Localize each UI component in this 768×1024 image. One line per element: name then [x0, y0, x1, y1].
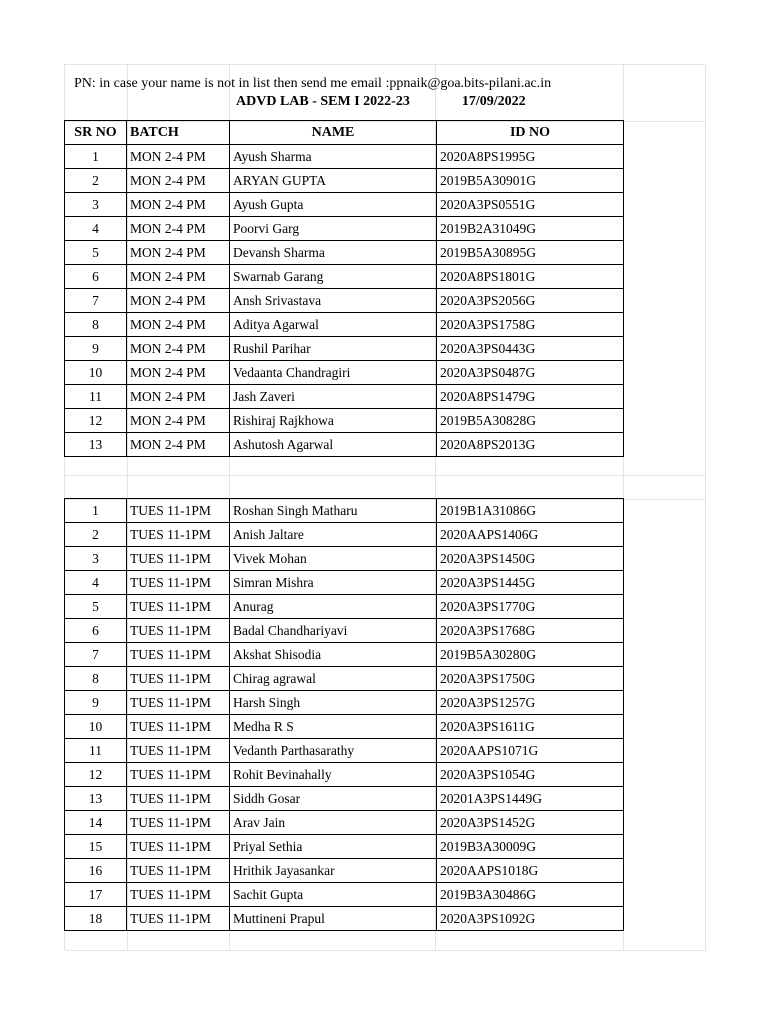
- table-row: [65, 643, 624, 667]
- id-no-cell: 2020A3PS1758G: [437, 313, 624, 337]
- sr-no-cell: 8: [65, 667, 127, 691]
- id-no-cell: 2020A8PS1995G: [437, 145, 624, 169]
- batch-cell: MON 2-4 PM: [127, 241, 230, 265]
- name-cell: Rushil Parihar: [230, 337, 437, 361]
- sr-no-cell: 13: [65, 433, 127, 457]
- batch-cell: TUES 11-1PM: [127, 787, 230, 811]
- name-cell: Ayush Gupta: [230, 193, 437, 217]
- id-no-cell: 2020A8PS1801G: [437, 265, 624, 289]
- id-no-cell: 2019B5A30828G: [437, 409, 624, 433]
- batch-cell: MON 2-4 PM: [127, 265, 230, 289]
- name-cell: Badal Chandhariyavi: [230, 619, 437, 643]
- sr-no-cell: 12: [65, 409, 127, 433]
- batch-cell: MON 2-4 PM: [127, 385, 230, 409]
- sr-no-cell: 8: [65, 313, 127, 337]
- sr-no-cell: 9: [65, 691, 127, 715]
- name-cell: Medha R S: [230, 715, 437, 739]
- table-row: [65, 883, 624, 907]
- sr-no-cell: 1: [65, 145, 127, 169]
- sr-no-cell: 13: [65, 787, 127, 811]
- sr-no-cell: 14: [65, 811, 127, 835]
- batch-cell: TUES 11-1PM: [127, 619, 230, 643]
- table-row: [65, 289, 624, 313]
- table-row: [65, 739, 624, 763]
- sr-no-cell: 15: [65, 835, 127, 859]
- table-row: [65, 385, 624, 409]
- name-cell: Arav Jain: [230, 811, 437, 835]
- name-cell: Sachit Gupta: [230, 883, 437, 907]
- id-no-cell: 2020AAPS1406G: [437, 523, 624, 547]
- name-cell: Muttineni Prapul: [230, 907, 437, 931]
- id-no-cell: 2019B3A30009G: [437, 835, 624, 859]
- table-row: [65, 193, 624, 217]
- name-cell: Siddh Gosar: [230, 787, 437, 811]
- table-row: [65, 667, 624, 691]
- id-no-cell: 2020A3PS0487G: [437, 361, 624, 385]
- batch-cell: TUES 11-1PM: [127, 739, 230, 763]
- id-no-cell: 2020A8PS1479G: [437, 385, 624, 409]
- id-no-cell: 2019B2A31049G: [437, 217, 624, 241]
- sr-no-cell: 4: [65, 571, 127, 595]
- id-no-cell: 2020A3PS1450G: [437, 547, 624, 571]
- batch-cell: TUES 11-1PM: [127, 523, 230, 547]
- sr-no-cell: 6: [65, 619, 127, 643]
- id-no-cell: 2019B1A31086G: [437, 499, 624, 523]
- table-row: [65, 811, 624, 835]
- table-row: [65, 859, 624, 883]
- id-no-cell: 20201A3PS1449G: [437, 787, 624, 811]
- id-no-cell: 2020A3PS1768G: [437, 619, 624, 643]
- table-row: [65, 265, 624, 289]
- batch-cell: TUES 11-1PM: [127, 499, 230, 523]
- name-cell: Chirag agrawal: [230, 667, 437, 691]
- name-cell: Jash Zaveri: [230, 385, 437, 409]
- batch-cell: MON 2-4 PM: [127, 289, 230, 313]
- sr-no-cell: 11: [65, 739, 127, 763]
- id-no-cell: 2020A3PS1257G: [437, 691, 624, 715]
- sr-no-cell: 11: [65, 385, 127, 409]
- table-row: [65, 499, 624, 523]
- id-no-cell: 2020A3PS1092G: [437, 907, 624, 931]
- table-row: [65, 691, 624, 715]
- table-row: [65, 619, 624, 643]
- id-no-cell: 2020A3PS1452G: [437, 811, 624, 835]
- name-cell: Anurag: [230, 595, 437, 619]
- sr-no-cell: 12: [65, 763, 127, 787]
- name-cell: Ayush Sharma: [230, 145, 437, 169]
- table-row: [65, 763, 624, 787]
- name-cell: Simran Mishra: [230, 571, 437, 595]
- table-row: [65, 571, 624, 595]
- name-cell: Rohit Bevinahally: [230, 763, 437, 787]
- batch-cell: MON 2-4 PM: [127, 313, 230, 337]
- sr-no-cell: 3: [65, 193, 127, 217]
- sr-no-cell: 2: [65, 169, 127, 193]
- table-row: [65, 409, 624, 433]
- col-header-sr-no: SR NO: [65, 121, 127, 145]
- gridline: [705, 65, 706, 951]
- col-header-batch: BATCH: [127, 121, 230, 145]
- name-cell: Swarnab Garang: [230, 265, 437, 289]
- sr-no-cell: 10: [65, 361, 127, 385]
- id-no-cell: 2020A3PS0443G: [437, 337, 624, 361]
- name-cell: Vedanth Parthasarathy: [230, 739, 437, 763]
- date: 17/09/2022: [461, 94, 526, 109]
- id-no-cell: 2020AAPS1018G: [437, 859, 624, 883]
- gridline: [65, 475, 706, 476]
- table-row: [65, 169, 624, 193]
- table-row: [65, 361, 624, 385]
- batch-cell: TUES 11-1PM: [127, 715, 230, 739]
- name-cell: Priyal Sethia: [230, 835, 437, 859]
- id-no-cell: 2020A3PS2056G: [437, 289, 624, 313]
- batch-cell: MON 2-4 PM: [127, 193, 230, 217]
- name-cell: Aditya Agarwal: [230, 313, 437, 337]
- gridline: [65, 950, 706, 951]
- sr-no-cell: 3: [65, 547, 127, 571]
- batch-cell: TUES 11-1PM: [127, 547, 230, 571]
- table-row: [65, 433, 624, 457]
- table-row: [65, 313, 624, 337]
- sr-no-cell: 6: [65, 265, 127, 289]
- batch-cell: TUES 11-1PM: [127, 835, 230, 859]
- name-cell: Vedaanta Chandragiri: [230, 361, 437, 385]
- batch-cell: TUES 11-1PM: [127, 859, 230, 883]
- name-cell: Roshan Singh Matharu: [230, 499, 437, 523]
- batch-cell: MON 2-4 PM: [127, 361, 230, 385]
- id-no-cell: 2020A3PS1054G: [437, 763, 624, 787]
- name-cell: Harsh Singh: [230, 691, 437, 715]
- id-no-cell: 2019B5A30901G: [437, 169, 624, 193]
- table-row: [65, 715, 624, 739]
- spreadsheet-page: [64, 64, 705, 950]
- name-cell: Vivek Mohan: [230, 547, 437, 571]
- id-no-cell: 2019B5A30895G: [437, 241, 624, 265]
- batch-cell: TUES 11-1PM: [127, 571, 230, 595]
- sr-no-cell: 5: [65, 241, 127, 265]
- id-no-cell: 2020A3PS1445G: [437, 571, 624, 595]
- sr-no-cell: 18: [65, 907, 127, 931]
- id-no-cell: 2019B5A30280G: [437, 643, 624, 667]
- table-row: [65, 595, 624, 619]
- header-row: [65, 121, 624, 145]
- name-cell: Akshat Shisodia: [230, 643, 437, 667]
- batch-cell: TUES 11-1PM: [127, 811, 230, 835]
- sr-no-cell: 4: [65, 217, 127, 241]
- batch-cell: TUES 11-1PM: [127, 643, 230, 667]
- sr-no-cell: 17: [65, 883, 127, 907]
- id-no-cell: 2020A3PS1750G: [437, 667, 624, 691]
- id-no-cell: 2020A3PS1611G: [437, 715, 624, 739]
- name-cell: ARYAN GUPTA: [230, 169, 437, 193]
- table-row: [65, 241, 624, 265]
- id-no-cell: 2020A8PS2013G: [437, 433, 624, 457]
- roster-table-tuesday: [64, 498, 624, 931]
- batch-cell: MON 2-4 PM: [127, 409, 230, 433]
- batch-cell: TUES 11-1PM: [127, 763, 230, 787]
- sr-no-cell: 9: [65, 337, 127, 361]
- page-title: [236, 94, 526, 110]
- email-note: PN: in case your name is not in list then send me email :ppnaik@goa.bits-pilani.ac.in: [74, 76, 552, 91]
- sr-no-cell: 7: [65, 289, 127, 313]
- name-cell: Ansh Srivastava: [230, 289, 437, 313]
- name-cell: Devansh Sharma: [230, 241, 437, 265]
- name-cell: Hrithik Jayasankar: [230, 859, 437, 883]
- col-header-id-no: ID NO: [437, 121, 624, 145]
- name-cell: Ashutosh Agarwal: [230, 433, 437, 457]
- sr-no-cell: 1: [65, 499, 127, 523]
- sr-no-cell: 2: [65, 523, 127, 547]
- batch-cell: TUES 11-1PM: [127, 667, 230, 691]
- sr-no-cell: 7: [65, 643, 127, 667]
- table-row: [65, 547, 624, 571]
- id-no-cell: 2020A3PS1770G: [437, 595, 624, 619]
- batch-cell: MON 2-4 PM: [127, 433, 230, 457]
- table-row: [65, 787, 624, 811]
- batch-cell: TUES 11-1PM: [127, 595, 230, 619]
- lab-title: ADVD LAB - SEM I 2022-23: [236, 94, 410, 109]
- batch-cell: MON 2-4 PM: [127, 217, 230, 241]
- batch-cell: MON 2-4 PM: [127, 337, 230, 361]
- id-no-cell: 2020A3PS0551G: [437, 193, 624, 217]
- sr-no-cell: 16: [65, 859, 127, 883]
- id-no-cell: 2019B3A30486G: [437, 883, 624, 907]
- name-cell: Anish Jaltare: [230, 523, 437, 547]
- name-cell: Rishiraj Rajkhowa: [230, 409, 437, 433]
- roster-table-monday: [64, 120, 624, 457]
- batch-cell: MON 2-4 PM: [127, 169, 230, 193]
- table-row: [65, 145, 624, 169]
- table-row: [65, 523, 624, 547]
- batch-cell: TUES 11-1PM: [127, 883, 230, 907]
- table-row: [65, 835, 624, 859]
- table-row: [65, 337, 624, 361]
- batch-cell: TUES 11-1PM: [127, 691, 230, 715]
- table-row: [65, 217, 624, 241]
- col-header-name: NAME: [230, 121, 437, 145]
- table-row: [65, 907, 624, 931]
- batch-cell: MON 2-4 PM: [127, 145, 230, 169]
- name-cell: Poorvi Garg: [230, 217, 437, 241]
- sr-no-cell: 10: [65, 715, 127, 739]
- id-no-cell: 2020AAPS1071G: [437, 739, 624, 763]
- batch-cell: TUES 11-1PM: [127, 907, 230, 931]
- sr-no-cell: 5: [65, 595, 127, 619]
